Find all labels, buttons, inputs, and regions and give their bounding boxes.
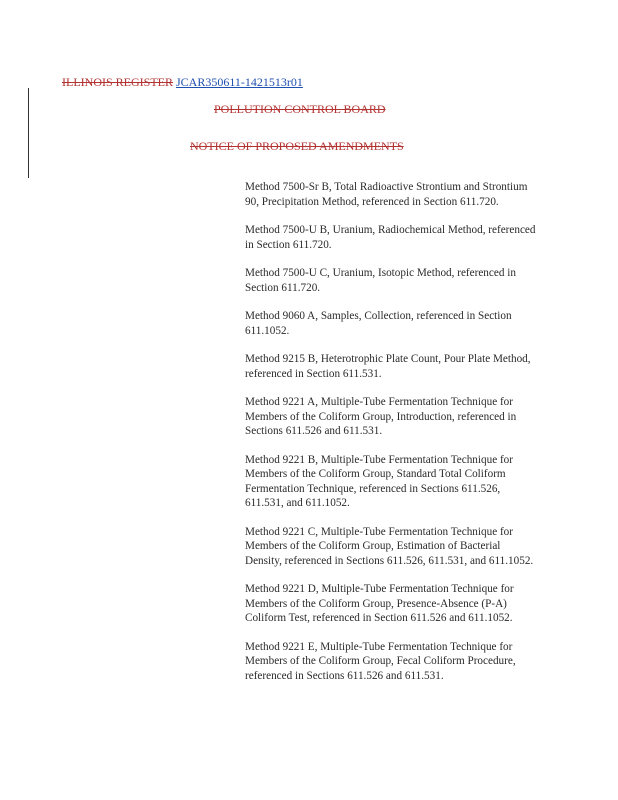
method-item: Method 7500-U C, Uranium, Isotopic Method, referenced in Section 611.720. — [245, 267, 516, 294]
method-item: Method 7500-U B, Uranium, Radiochemical Method, referenced in Section 611.720. — [245, 224, 536, 251]
document-id: JCAR350611-1421513r01 — [176, 75, 303, 89]
method-item: Method 9221 E, Multiple-Tube Fermentation Technique for Members of the Coliform Group, Fecal Coliform Procedure, referenced in Sections 611.526 and 611.531. — [245, 640, 516, 682]
method-item: Method 9221 D, Multiple-Tube Fermentation Technique for Members of the Coliform Group, Presence-Absence (P-A) Coliform Test, referenced in Section 611.526 and 611.1052. — [245, 583, 514, 624]
method-item: Method 9221 C, Multiple-Tube Fermentation Technique for Members of the Coliform Group, Estimation of Bacterial Density, referenced in Sections 611.526, 611.531, and 611.1052. — [245, 525, 534, 567]
method-item: Method 7500-Sr B, Total Radioactive Strontium and Strontium 90, Precipitation Method, referenced in Section 611.720. — [245, 181, 528, 208]
method-item: Method 9215 B, Heterotrophic Plate Count, Pour Plate Method, referenced in Section 611.531. — [245, 353, 531, 380]
method-item: Method 9060 A, Samples, Collection, referenced in Section 611.1052. — [245, 310, 512, 337]
revision-margin-bar — [28, 88, 29, 178]
method-item: Method 9221 B, Multiple-Tube Fermentation Technique for Members of the Coliform Group, Standard Total Coliform Fermentation Technique, referenced in Sections 611.526, 611.531, and 611.1052. — [245, 453, 513, 509]
method-list — [245, 180, 537, 697]
register-title-struck: ILLINOIS REGISTER — [62, 75, 173, 89]
notice-title-struck: NOTICE OF PROPOSED AMENDMENTS — [190, 139, 404, 153]
board-title-struck: POLLUTION CONTROL BOARD — [214, 102, 386, 116]
method-item: Method 9221 A, Multiple-Tube Fermentation Technique for Members of the Coliform Group, Introduction, referenced in Sections 611.526 and 611.531. — [245, 396, 517, 437]
header-line — [62, 75, 303, 90]
